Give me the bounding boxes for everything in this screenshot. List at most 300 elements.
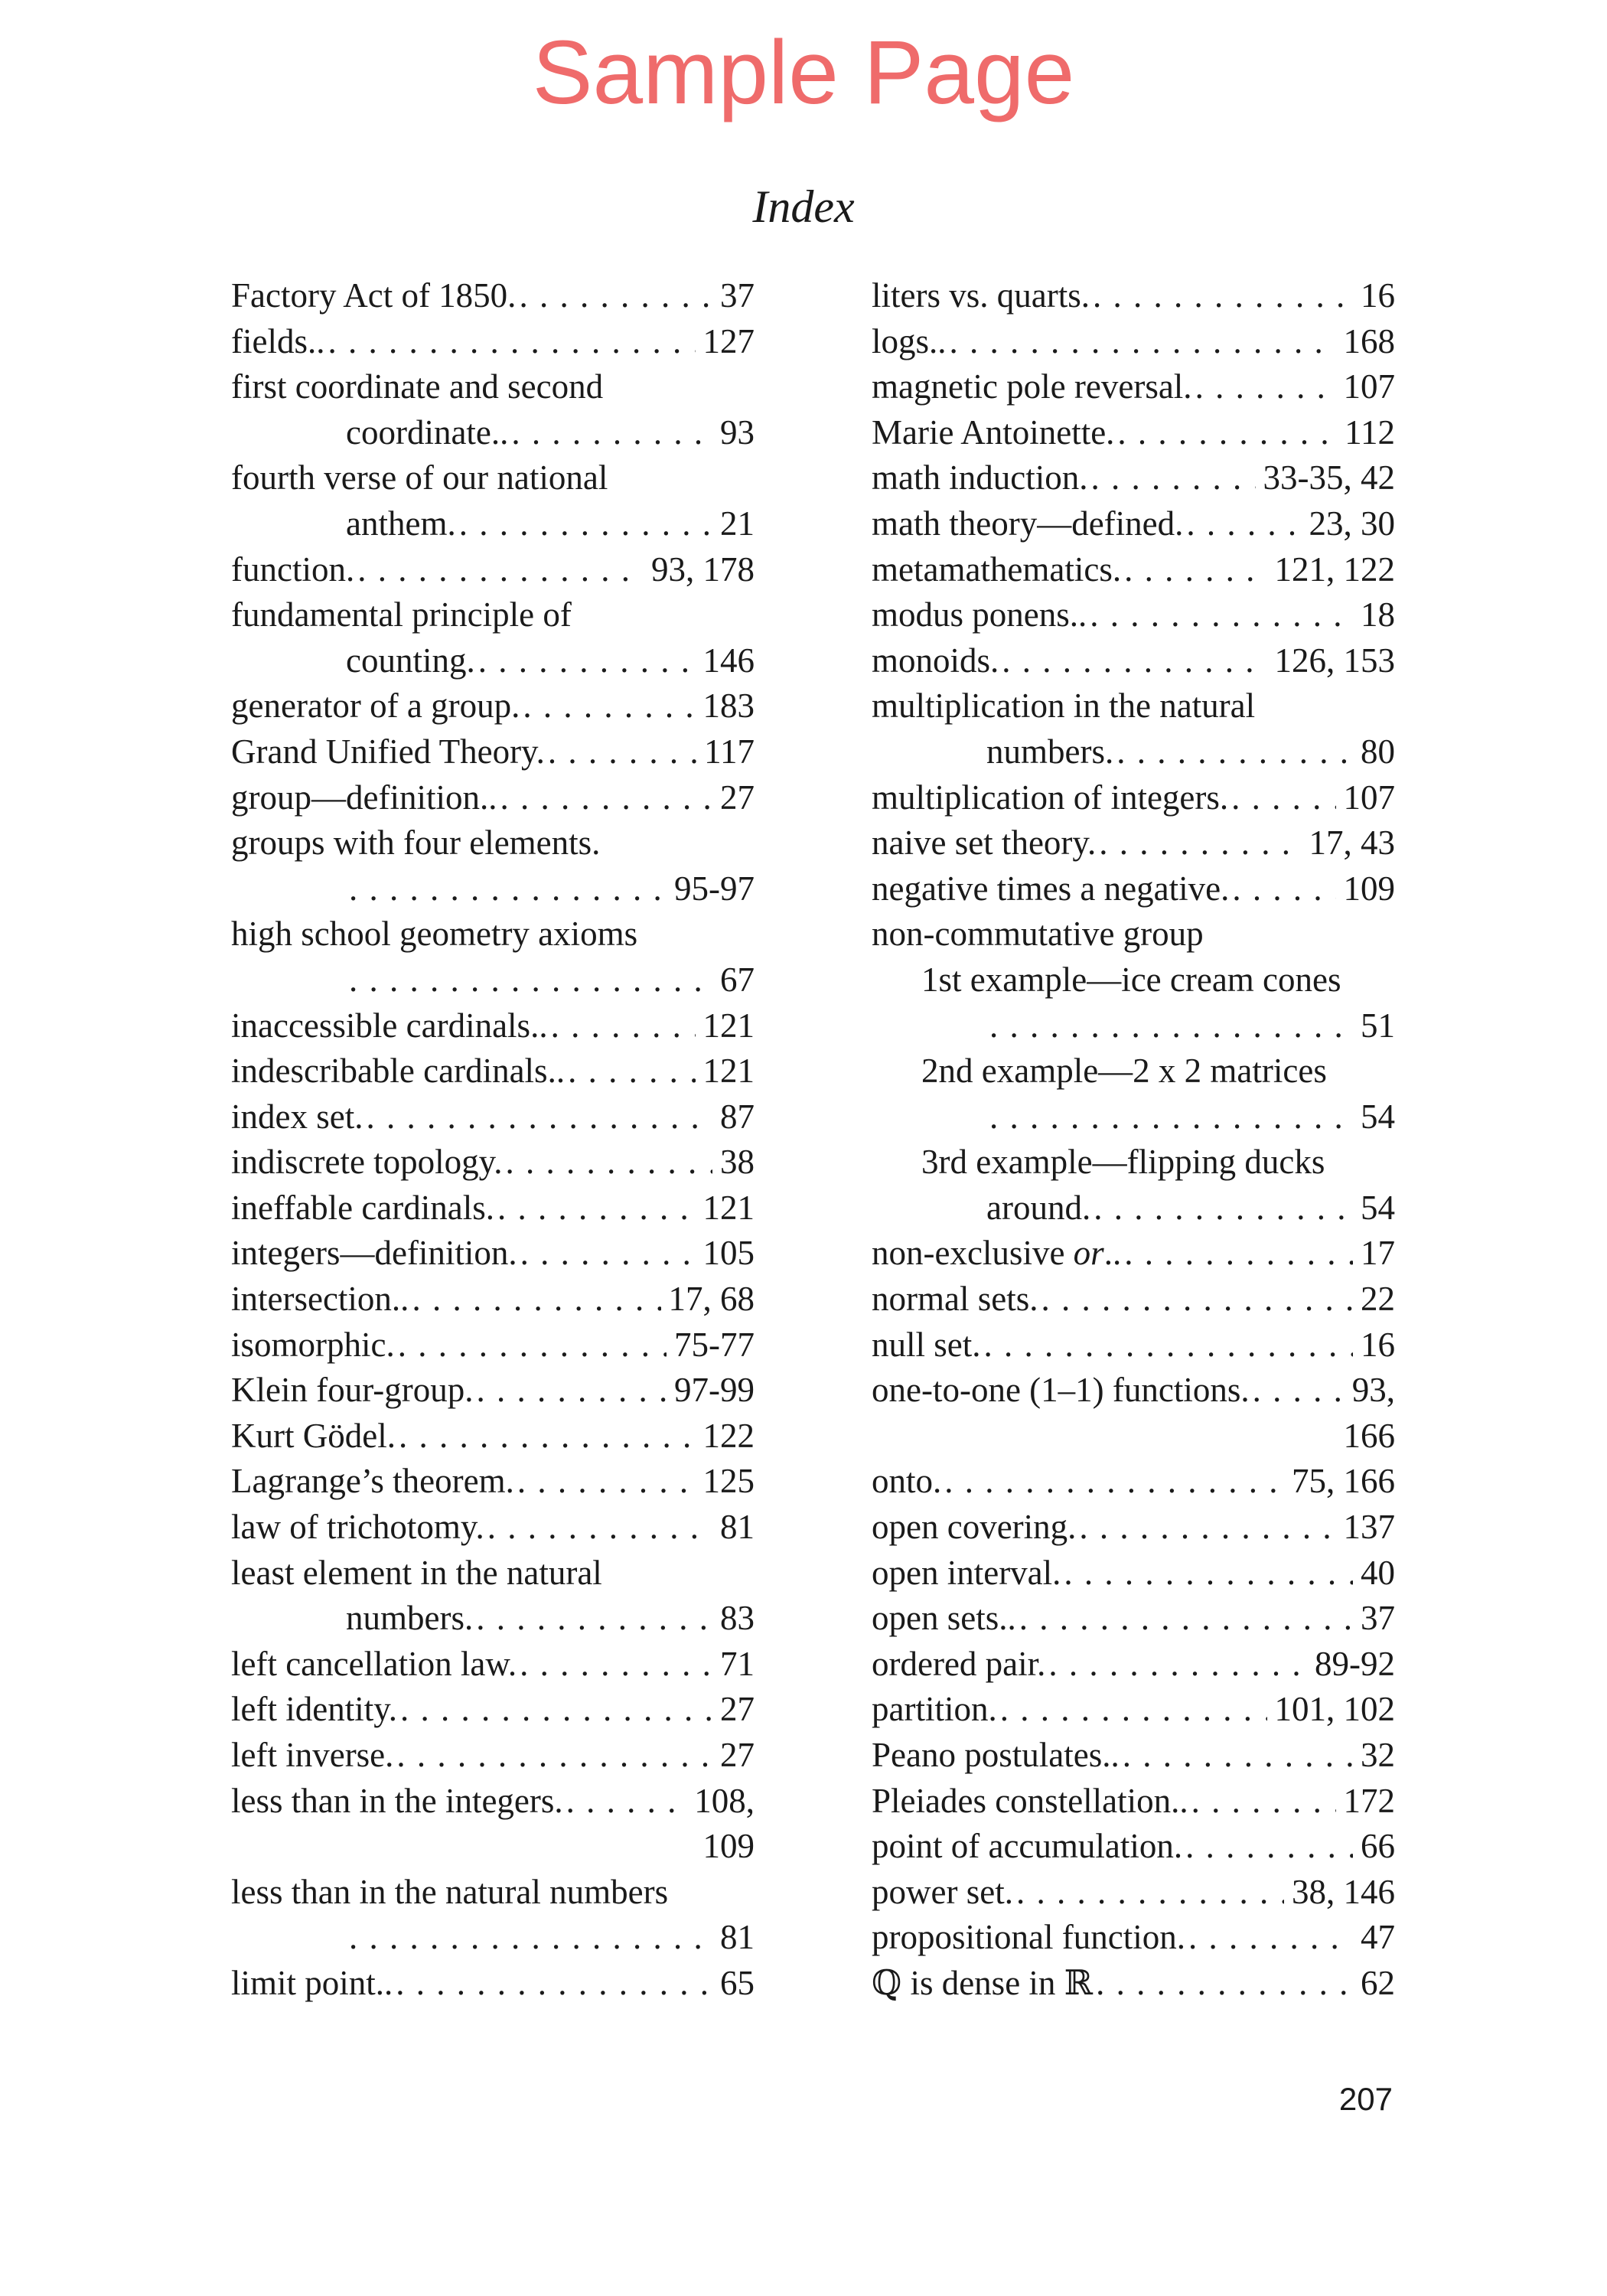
index-line [872,1140,1395,1186]
dot-leader [1087,455,1255,501]
index-line [872,1231,1395,1277]
entry-pages: 16 [1361,276,1395,315]
dot-leader [1090,273,1353,319]
entry-pages: 125 [702,1462,755,1501]
entry-pages: 93, [1351,1371,1395,1410]
index-column-left [231,273,755,2007]
entry-term: metamathematics. [872,550,1122,589]
entry-pages: 107 [1343,778,1395,817]
entry-term: multiplication of integers. [872,778,1229,817]
entry-term: normal sets. [872,1280,1038,1319]
entry-pages: 109 [702,1827,755,1866]
entry-pages: 121 [702,1052,755,1091]
entry-indent [231,1915,346,1961]
index-entry [231,1049,755,1094]
index-line [231,319,755,365]
dot-leader [1185,1915,1353,1961]
index-line [231,683,755,729]
entry-pages: 168 [1343,321,1395,360]
dot-leader [999,638,1266,684]
index-entry [872,273,1395,319]
entry-pages: 121 [702,1188,755,1227]
entry-term: ordered pair. [872,1644,1046,1683]
entry-pages: 121 [702,1006,755,1045]
entry-pages: 51 [1361,1006,1395,1045]
entry-term: negative times a negative. [872,869,1230,908]
entry-term: high school geometry axioms [231,915,638,954]
entry-term: around. [986,1188,1091,1227]
index-entry [872,1733,1395,1779]
dot-leader [548,1003,696,1049]
index-line [872,1642,1395,1688]
index-entry [231,1003,755,1049]
index-entry [872,1322,1395,1368]
entry-term: indiscrete topology. [231,1143,503,1182]
entry-pages: 93 [720,413,755,452]
entry-pages: 33-35, 42 [1263,458,1395,497]
dot-leader [520,683,695,729]
index-line [231,1687,755,1733]
entry-pages: 37 [720,276,755,315]
dot-leader [1182,1824,1353,1870]
entry-pages: 38 [720,1143,755,1182]
index-entry [231,1551,755,1642]
entry-pages: 105 [702,1234,755,1273]
index-line [231,501,755,547]
index-line [872,592,1395,638]
index-entry [231,455,755,546]
entry-pages: 122 [702,1416,755,1455]
entry-pages: 16 [1361,1325,1395,1364]
index-entry [231,364,755,455]
entry-term: open covering. [872,1508,1077,1547]
dot-leader [393,1961,712,2007]
index-entry [872,1596,1395,1642]
index-line [231,638,755,684]
entry-indent [231,866,346,912]
index-entry [872,592,1395,638]
entry-pages: 146 [702,641,755,680]
index-line [231,1459,755,1505]
entry-term-text: .. [1103,1234,1122,1273]
entry-term: 2nd example—2 x 2 matrices [921,1052,1327,1091]
index-line [872,912,1395,957]
index-line [872,273,1395,319]
dot-leader [1090,1186,1353,1231]
index-entry [231,1733,755,1779]
entry-term: onto. [872,1462,942,1501]
entry-pages: 89-92 [1315,1644,1395,1683]
entry-term: Factory Act of 1850. [231,276,517,315]
index-line [872,319,1395,365]
entry-pages: 54 [1361,1097,1395,1136]
index-entry [872,683,1395,775]
index-entry [872,455,1395,501]
index-line [231,1186,755,1231]
index-entry [231,319,755,365]
entry-term: fourth verse of our national [231,458,608,497]
entry-term: open interval. [872,1553,1061,1592]
dot-leader [1013,1870,1284,1916]
index-line [231,1322,755,1368]
index-line [872,455,1395,501]
dot-leader [986,1094,1353,1140]
index-entry [231,1687,755,1733]
dot-leader [941,1459,1284,1505]
entry-pages: 18 [1361,595,1395,634]
entry-term: limit point.. [231,1963,393,2002]
index-entry [231,1140,755,1186]
entry-pages: 27 [720,1736,755,1774]
dot-leader [545,729,696,775]
index-line [231,1642,755,1688]
entry-term: function. [231,550,355,589]
entry-pages: 101, 102 [1274,1690,1395,1729]
entry-pages: 27 [720,1690,755,1729]
entry-term: law of trichotomy. [231,1508,484,1547]
entry-term: less than in the integers. [231,1781,563,1820]
index-line [231,1596,755,1642]
index-entry [872,1824,1395,1870]
dot-leader [484,1505,712,1551]
dot-leader [395,1322,667,1368]
index-entry [872,1961,1395,2007]
index-entry [231,1368,755,1414]
entry-term: least element in the natural [231,1553,602,1592]
index-entry [872,1642,1395,1688]
index-entry [872,1231,1395,1277]
dot-leader [517,1642,712,1688]
index-line [231,410,755,456]
index-entry [231,1779,755,1870]
dot-leader [1045,1642,1307,1688]
entry-pages: 17 [1361,1234,1395,1273]
dot-leader [997,1687,1267,1733]
index-line [872,1779,1395,1825]
entry-term: group—definition.. [231,778,497,817]
dot-leader [1192,364,1336,410]
entry-term: generator of a group. [231,687,520,726]
index-entry [872,1915,1395,1961]
index-line [231,1961,755,2007]
entry-term: naive set theory. [872,823,1097,863]
index-entry [872,1687,1395,1733]
index-line [231,729,755,775]
index-line [231,455,755,501]
index-entry [872,1779,1395,1825]
index-line [231,1733,755,1779]
dot-leader [1228,775,1335,821]
dot-leader [947,319,1336,365]
entry-term: numbers. [346,1599,474,1638]
entry-term: partition. [872,1690,997,1729]
index-line [872,1322,1395,1368]
entry-pages: 38, 146 [1292,1872,1395,1911]
dot-leader [1113,729,1353,775]
index-entry [231,1505,755,1551]
index-entry [231,1277,755,1322]
index-entry [231,1459,755,1505]
entry-indent [231,957,346,1003]
index-entry [231,1186,755,1231]
entry-indent [872,1094,986,1140]
index-line [231,1231,755,1277]
entry-indent [872,1003,986,1049]
entry-pages: 32 [1361,1736,1395,1774]
dot-leader [346,957,712,1003]
index-entry [872,364,1395,410]
index-line [231,273,755,319]
entry-pages: 65 [720,1963,755,2002]
index-entry [872,1551,1395,1596]
index-entry [872,775,1395,821]
entry-term: math induction. [872,458,1088,497]
index-line [231,1551,755,1596]
entry-pages: 137 [1343,1508,1395,1547]
dot-leader [1121,1231,1353,1277]
entry-pages: 22 [1361,1280,1395,1319]
entry-term: first coordinate and second [231,367,604,406]
index-line [872,364,1395,410]
entry-pages: 17, 68 [668,1280,755,1319]
dot-leader [494,1186,695,1231]
index-entry [231,912,755,1003]
index-line [872,1414,1395,1459]
entry-term: left cancellation law. [231,1644,517,1683]
entry-pages: 80 [1361,732,1395,771]
index-line [231,957,755,1003]
entry-term: Grand Unified Theory. [231,732,545,771]
dot-leader [473,1596,712,1642]
entry-term: index set. [231,1097,363,1136]
entry-term: less than in the natural numbers [231,1872,669,1911]
index-line [872,1094,1395,1140]
dot-leader [514,1459,696,1505]
index-line [231,592,755,638]
entry-term: intersection.. [231,1280,409,1319]
entry-pages: 71 [720,1644,755,1683]
index-line [872,1687,1395,1733]
index-entry [231,1322,755,1368]
entry-pages: 62 [1361,1963,1395,2002]
entry-term: point of accumulation. [872,1827,1183,1866]
index-line [231,1779,755,1825]
entry-term: open sets.. [872,1599,1016,1638]
entry-term: non-commutative group [872,915,1204,954]
entry-term: Klein four-group. [231,1371,474,1410]
entry-term: 3rd example—flipping ducks [921,1143,1325,1182]
index-line [231,820,755,866]
dot-leader [497,775,712,821]
entry-term: indescribable cardinals.. [231,1052,566,1091]
entry-term: ℚ is dense in ℝ [872,1963,1094,2002]
dot-leader [1188,1779,1336,1825]
index-line [231,1824,755,1870]
index-entry [231,775,755,821]
index-line [231,775,755,821]
entry-term: fields.. [231,321,325,360]
index-entry [872,501,1395,547]
dot-leader [1229,866,1335,912]
dot-leader [346,1915,712,1961]
index-entry [872,547,1395,593]
entry-pages: 75, 166 [1292,1462,1395,1501]
index-entry [231,1870,755,1961]
index-entry [872,319,1395,365]
entry-term: 1st example—ice cream cones [921,960,1341,999]
entry-pages: 95-97 [674,869,755,908]
index-entry [872,820,1395,866]
entry-term: logs.. [872,321,947,360]
dot-leader [1087,592,1353,638]
dot-leader [503,1140,712,1186]
index-line [231,912,755,957]
index-line [872,1551,1395,1596]
index-entry [872,1870,1395,1916]
dot-leader [474,1368,667,1414]
entry-pages: 127 [702,321,755,360]
dot-leader [986,1003,1353,1049]
dot-leader [475,638,696,684]
entry-term-text: non-exclusive [872,1234,1074,1273]
index-line [872,1003,1395,1049]
dot-leader [396,1414,696,1459]
index-line [231,1277,755,1322]
entry-pages: 121, 122 [1274,550,1395,589]
entry-term: multiplication in the natural [872,687,1256,726]
entry-pages: 66 [1361,1827,1395,1866]
index-line [231,1049,755,1094]
entry-term: inaccessible cardinals.. [231,1006,548,1045]
index-line [872,1186,1395,1231]
dot-leader [1114,410,1337,456]
index-line [872,866,1395,912]
entry-term [872,1231,1121,1277]
entry-pages: 117 [704,732,755,771]
index-entry [231,592,755,683]
dot-leader [1016,1596,1353,1642]
entry-term: isomorphic. [231,1325,395,1364]
entry-pages: 183 [702,687,755,726]
index-line [872,729,1395,775]
entry-pages: 108, [694,1781,755,1820]
index-line [231,1094,755,1140]
entry-pages: 83 [720,1599,755,1638]
entry-term: integers—definition. [231,1234,517,1273]
index-entry [231,1414,755,1459]
entry-term: counting. [346,641,475,680]
entry-term: coordinate.. [346,413,509,452]
index-line [872,1049,1395,1094]
dot-leader [508,410,712,456]
dot-leader [346,866,667,912]
sample-page-watermark: Sample Page [532,22,1075,123]
entry-pages: 21 [720,504,755,543]
index-entry [872,1368,1395,1459]
entry-pages: 37 [1361,1599,1395,1638]
entry-term: anthem. [346,504,456,543]
entry-pages: 109 [1343,869,1395,908]
index-line [872,957,1395,1003]
dot-leader [354,547,644,593]
dot-leader [516,273,712,319]
index-line [231,1140,755,1186]
index-line [231,1003,755,1049]
index-entry [872,1459,1395,1505]
index-line [231,1915,755,1961]
entry-term: math theory—defined. [872,504,1184,543]
dot-leader [1183,501,1301,547]
index-line [872,501,1395,547]
entry-pages: 93, 178 [651,550,755,589]
entry-term: ineffable cardinals. [231,1188,495,1227]
entry-pages: 87 [720,1097,755,1136]
dot-leader [393,1733,712,1779]
entry-pages: 172 [1343,1781,1395,1820]
entry-term: left identity. [231,1690,398,1729]
index-line [231,1414,755,1459]
dot-leader [1093,1961,1353,2007]
entry-pages: 97-99 [674,1371,755,1410]
index-line [231,547,755,593]
dot-leader [1061,1551,1353,1596]
index-heading: Index [752,181,855,232]
index-line [231,866,755,912]
index-entry [231,1961,755,2007]
entry-pages: 54 [1361,1188,1395,1227]
index-entry [872,410,1395,456]
dot-leader [1250,1368,1345,1414]
index-line [872,410,1395,456]
dot-leader [1120,1733,1353,1779]
entry-term: Kurt Gödel. [231,1416,396,1455]
entry-term: Pleiades constellation.. [872,1781,1188,1820]
index-line [872,1596,1395,1642]
entry-pages: 126, 153 [1274,641,1395,680]
dot-leader [1038,1277,1353,1322]
index-line [231,1368,755,1414]
dot-leader [563,1779,687,1825]
entry-pages: 81 [720,1918,755,1957]
index-line [231,1870,755,1916]
entry-pages: 47 [1361,1918,1395,1957]
entry-pages: 67 [720,960,755,999]
index-entry [872,1277,1395,1322]
index-entry [872,638,1395,684]
index-entry [231,1094,755,1140]
entry-term: left inverse. [231,1736,394,1774]
entry-term: Lagrange’s theorem. [231,1462,514,1501]
index-line [872,1505,1395,1551]
index-entry [231,1231,755,1277]
entry-pages: 40 [1361,1553,1395,1592]
entry-term: numbers. [986,732,1114,771]
index-entry [231,547,755,593]
index-entry [231,729,755,775]
index-line [872,1733,1395,1779]
entry-term: monoids. [872,641,999,680]
index-entry [231,1642,755,1688]
dot-leader [1096,820,1301,866]
entry-term: power set. [872,1872,1013,1911]
index-line [872,1824,1395,1870]
index-entry [231,820,755,912]
entry-term: groups with four elements. [231,823,601,863]
entry-term: one-to-one (1–1) functions. [872,1371,1250,1410]
index-line [872,683,1395,729]
index-entry [872,1505,1395,1551]
dot-leader [981,1322,1354,1368]
